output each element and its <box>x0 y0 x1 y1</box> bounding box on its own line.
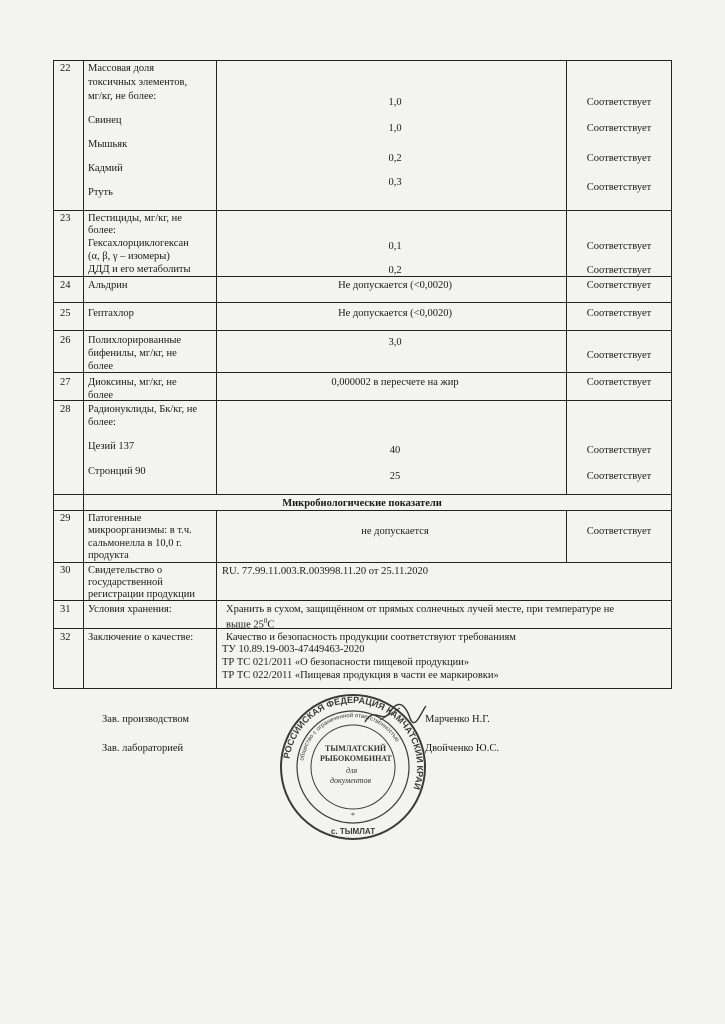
svg-text:общество с ограниченной ответс: общество с ограниченной ответственностью <box>299 712 400 762</box>
row-name-line: токсичных элементов, <box>88 77 188 88</box>
row-name-line: сальмонелла в 10,0 г. <box>88 538 182 549</box>
svg-text:РОССИЙСКАЯ ФЕДЕРАЦИЯ КАМЧАТСКИ: РОССИЙСКАЯ ФЕДЕРАЦИЯ КАМЧАТСКИЙ КРАЙ <box>281 694 426 791</box>
element-label: Кадмий <box>88 163 123 174</box>
row-name-line: Патогенные <box>88 513 142 524</box>
row-name-line: мг/кг, не более: <box>88 91 157 102</box>
row-number: 32 <box>60 632 71 643</box>
norm-value: 0,2 <box>388 153 402 164</box>
result-value: Соответствует <box>586 123 652 134</box>
row-name-line: бифенилы, мг/кг, не <box>88 348 177 359</box>
norm-value: 25 <box>389 471 401 482</box>
svg-text:*: * <box>351 811 355 820</box>
norm-value: 3,0 <box>388 337 402 348</box>
row-number: 28 <box>60 404 71 415</box>
norm-value: 0,3 <box>388 177 402 188</box>
stamp-center-line: ТЫМЛАТСКИЙ <box>325 744 387 753</box>
norm-value: 0,1 <box>388 241 402 252</box>
element-label: Мышьяк <box>88 139 128 150</box>
row-name: Условия хранения: <box>88 604 172 615</box>
row-name-line: более: <box>88 417 116 428</box>
element-label: Цезий 137 <box>88 441 135 452</box>
row-name-line: более <box>88 390 114 401</box>
row-name-line: более <box>88 361 114 372</box>
row-number: 30 <box>60 565 71 576</box>
storage-conditions-line: Хранить в сухом, защищённом от прямых солнечных лучей месте, при температуре не <box>226 604 614 615</box>
section-header-microbiological: Микробиологические показатели <box>282 498 442 509</box>
row-name-line: государственной <box>88 577 163 588</box>
norm-value: 0,000002 в пересчете на жир <box>331 377 459 388</box>
row-name-line: Диоксины, мг/кг, не <box>88 377 177 388</box>
storage-conditions-line: выше $25^0С$ <box>226 617 275 631</box>
norm-value: 0,2 <box>388 265 402 276</box>
stamp-center-line: документов <box>330 776 372 785</box>
element-label: Ртуть <box>88 187 113 198</box>
conclusion-line: ТУ 10.89.19-003-47449463-2020 <box>222 644 365 655</box>
production-head-title: Зав. производством <box>102 714 190 725</box>
stamp-center-line: для <box>346 766 358 775</box>
registration-certificate: RU. 77.99.11.003.R.003998.11.20 от 25.11.2020 <box>222 566 428 577</box>
stamp-center-line: РЫБОКОМБИНАТ <box>320 754 392 763</box>
row-name: Гептахлор <box>88 308 134 319</box>
row-number: 31 <box>60 604 71 615</box>
row-name-line: Гексахлорциклогексан <box>88 238 189 249</box>
conclusion-line: ТР ТС 022/2011 «Пищевая продукция в части ее маркировки» <box>222 670 499 681</box>
result-value: Соответствует <box>586 280 652 291</box>
row-name-line: микроорганизмы: в т.ч. <box>88 525 192 536</box>
production-head-name: Марченко Н.Г. <box>425 714 490 725</box>
norm-value: 1,0 <box>388 123 402 134</box>
company-stamp <box>278 692 428 842</box>
row-name: Альдрин <box>88 280 128 291</box>
row-number: 27 <box>60 377 71 388</box>
element-label: Стронций 90 <box>88 466 146 477</box>
norm-value: не допускается <box>361 526 429 537</box>
row-name-line: ДДД и его метаболиты <box>88 264 191 275</box>
result-value: Соответствует <box>586 308 652 319</box>
conclusion-line: Качество и безопасность продукции соответствуют требованиям <box>226 632 516 643</box>
result-value: Соответствует <box>586 241 652 252</box>
conclusion-line: ТР ТС 021/2011 «О безопасности пищевой продукции» <box>222 657 470 668</box>
row-number: 24 <box>60 280 71 291</box>
result-value: Соответствует <box>586 445 652 456</box>
result-value: Соответствует <box>586 526 652 537</box>
result-value: Соответствует <box>586 153 652 164</box>
element-label: Свинец <box>88 115 122 126</box>
row-name-line: Массовая доля <box>88 63 155 74</box>
row-name-line: более: <box>88 225 116 236</box>
row-name-line: Полихлорированные <box>88 335 182 346</box>
norm-value: 1,0 <box>388 97 402 108</box>
row-name-line: Пестициды, мг/кг, не <box>88 213 182 224</box>
norm-value: Не допускается (<0,0020) <box>338 308 452 319</box>
row-number: 25 <box>60 308 71 319</box>
result-value: Соответствует <box>586 182 652 193</box>
svg-text:с. ТЫМЛАТ: с. ТЫМЛАТ <box>330 827 376 836</box>
row-number: 29 <box>60 513 71 524</box>
result-value: Соответствует <box>586 377 652 388</box>
lab-head-name: Двойченко Ю.С. <box>425 743 499 754</box>
row-number: 22 <box>60 63 71 74</box>
result-value: Соответствует <box>586 97 652 108</box>
row-number: 26 <box>60 335 71 346</box>
result-value: Соответствует <box>586 471 652 482</box>
norm-value: 40 <box>389 445 401 456</box>
lab-head-title: Зав. лабораторией <box>102 743 184 754</box>
result-value: Соответствует <box>586 265 652 276</box>
row-name-line: регистрации продукции <box>88 589 195 600</box>
norm-value: Не допускается (<0,0020) <box>338 280 452 291</box>
row-name-line: Радионуклиды, Бк/кг, не <box>88 404 197 415</box>
row-name-line: продукта <box>88 550 129 561</box>
row-name-line: (α, β, γ – изомеры) <box>88 251 170 262</box>
row-number: 23 <box>60 213 71 224</box>
row-name: Заключение о качестве: <box>88 632 194 643</box>
result-value: Соответствует <box>586 350 652 361</box>
row-name-line: Свидетельство о <box>88 565 163 576</box>
